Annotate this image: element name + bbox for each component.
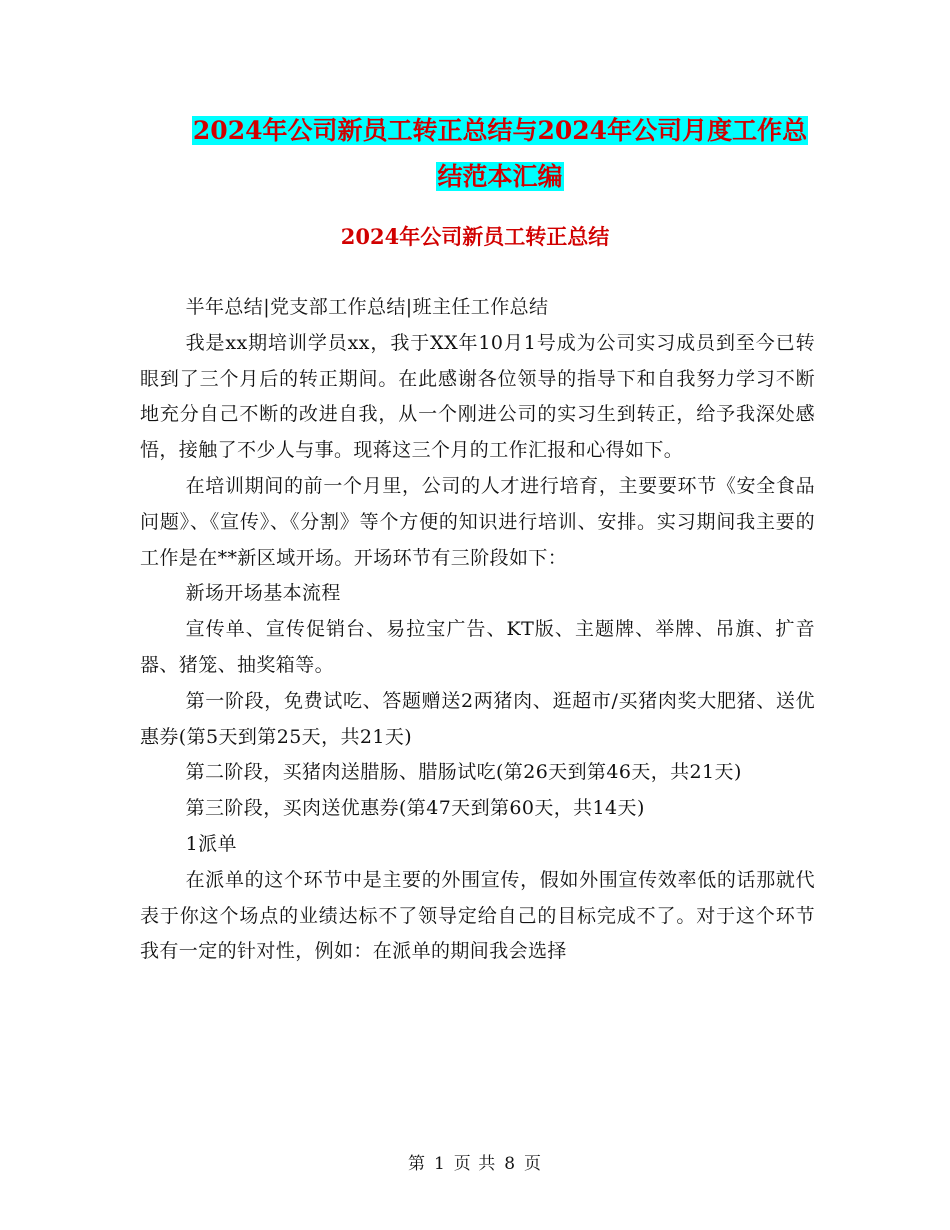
- footer-page-number: 1: [433, 1154, 446, 1174]
- title-line-2: 结范本汇编: [437, 162, 563, 191]
- paragraph: 第三阶段，买肉送优惠券(第47天到第60天，共14天): [185, 797, 645, 820]
- footer-total-pages: 8: [504, 1154, 517, 1174]
- footer-prefix: 第: [407, 1154, 426, 1174]
- document-body: [140, 290, 815, 970]
- section-title: 2024年公司新员工转正总结: [340, 224, 610, 249]
- paragraph: 在派单的这个环节中是主要的外围宣传，假如外围宣传效率低的话那就代表于你这个场点的业绩达标不了领导定给自己的目标完成不了。对于这个环节我有一定的针对性，例如：在派单的期间我会选择: [140, 868, 815, 963]
- paragraph: 第二阶段，买猪肉送腊肠、腊肠试吃(第26天到第46天，共21天): [185, 761, 742, 784]
- footer-suffix: 页: [524, 1154, 543, 1174]
- page-footer: [0, 1152, 950, 1176]
- paragraph: 半年总结|党支部工作总结|班主任工作总结: [185, 296, 549, 318]
- paragraph: 第一阶段，免费试吃、答题赠送2两猪肉、逛超市/买猪肉奖大肥猪、送优惠券(第5天到第25天，共21天): [140, 689, 815, 748]
- paragraph: 宣传单、宣传促销台、易拉宝广告、KT版、主题牌、举牌、吊旗、扩音器、猪笼、抽奖箱等。: [140, 618, 815, 676]
- paragraph: 新场开场基本流程: [185, 582, 341, 605]
- paragraph: 我是xx期培训学员xx，我于XX年10月1号成为公司实习成员到至今已转眼到了三个月后的转正期间。在此感谢各位领导的指导下和自我努力学习不断地充分自己不断的改进自我，从一个刚进公司的实习生到转正，给予我深处感悟，接触了不少人与事。现蒋这三个月的工作汇报和心得如下。: [140, 331, 815, 462]
- footer-middle: 页 共: [453, 1154, 497, 1174]
- paragraph: 1派单: [185, 832, 237, 855]
- document-title: [140, 108, 860, 200]
- title-line-1: 2024年公司新员工转正总结与2024年公司月度工作总: [192, 116, 808, 145]
- paragraph: 在培训期间的前一个月里，公司的人才进行培育，主要要环节《安全食品问题》、《宣传》、《分割》等个方便的知识进行培训、安排。实习期间我主要的工作是在**新区域开场。开场环节有三阶段如下：: [140, 474, 815, 569]
